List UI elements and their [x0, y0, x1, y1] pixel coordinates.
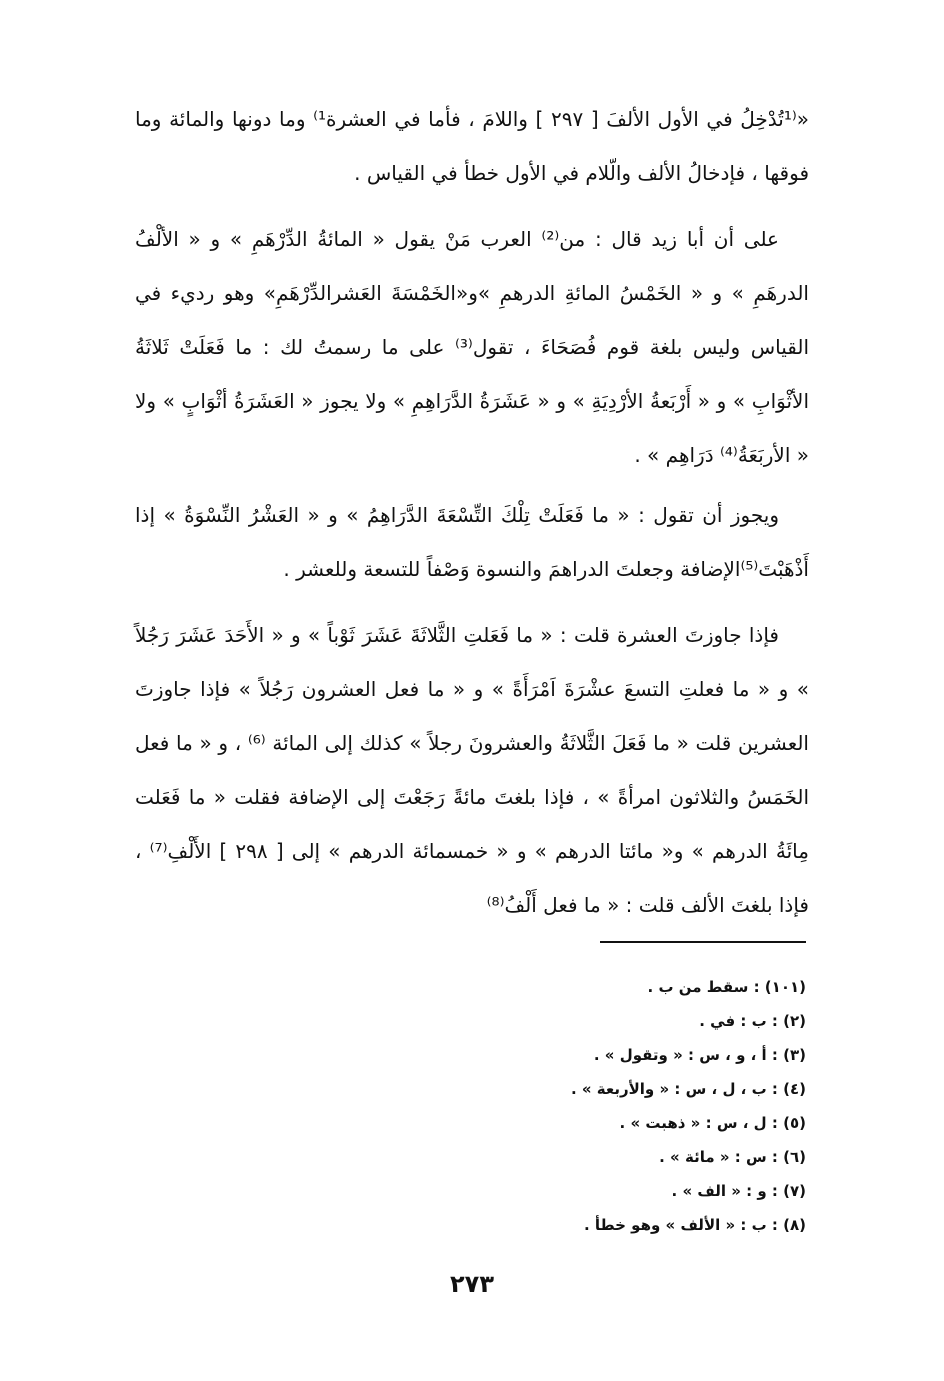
paragraph-text: فإذا جاوزتَ العشرة قلت : « ما فَعَلتِ الثَّلاثَةَ عَشَرَ ثَوْباً » و « الأَحَدَ عَشَرَ رَجُلاً » و « ما فعلتِ التسعَ عشْرَةَ اَمْرَأَةً » و « ما فعل العشرون رَجُلاً » فإذا جاوزتَ العشرين قلت « ما فَعَلَ الثَّلاثَةُ والعشرونَ رجلاً » كذلك إلى المائة ⁽⁶⁾ ، و « ما فعل الخَمَسُ والثلاثون امرأةً » ، فإذا بلغتَ مائةً رَجَعْتَ إلى الإضافة فقلت « ما فَعَلت مِائَةُ الدرهم » و« مائتا الدرهم » و « خمسمائة الدرهم » إلى [ ٢٩٨ ] الأَلْفِ⁽⁷⁾ ، فإذا بلغتَ الألف قلت : « ما فعل أَلْفُ⁽⁸⁾	[135, 623, 809, 917]
footnote-item: (٣) : أ ، و ، س : « وتقول » .	[593, 1046, 806, 1064]
paragraph-text: «⁽¹تُدْخِلُ في الأول الألفَ [ ٢٩٧ ] واللامَ ، فأما في العشرة¹⁾ وما دونها والمائة وما فوقها ، فإدخالُ الألف والّلام في الأول خطأ في القياس .	[135, 107, 810, 185]
footnote-divider	[600, 941, 806, 943]
footnote-item: (٢) : ب : في .	[699, 1012, 806, 1030]
footnote-item: (٦) : س : « مائة » .	[659, 1148, 806, 1166]
paragraph-1	[135, 92, 809, 200]
paragraph-text: ويجوز أن تقول : « ما فَعَلَتْ تِلْكَ التِّسْعَةَ الدَّرَاهِمُ » و « العَشْرُ النِّسْوَةُ » إذا أَذْهَبْتَ⁽⁵⁾الإضافة وجعلتَ الدراهمَ والنسوة وَصْفاً للتسعة وللعشر .	[135, 503, 809, 581]
footnote-item: (٨) : ب : « الألف » وهو خطأ .	[583, 1216, 806, 1234]
footnotes-list	[300, 970, 806, 1242]
paragraph-4	[135, 608, 809, 932]
footnote-item: (١٠١) : سقط من ب .	[647, 978, 806, 996]
footnote-item: (٤) : ب ، ل ، س : « والأربعة » .	[570, 1080, 806, 1098]
paragraph-text: على أن أبا زيد قال : من⁽²⁾ العرب مَنْ يقول « المائةُ الدِّرْهَمِ » و « الألْفُ الدرهَمِ » و « الخَمْسُ المائةِ الدرهمِ »و«الخَمْسَةَ العَشرالدِّرْهَمِ» وهو رديء في القياس وليس بلغة قوم فُصَحَاءَ ، تقول⁽³⁾ على ما رسمتُ لك : ما فَعَلَتْ ثَلاثَةُ الأثْوَابِ » و « أَرْبَعةُ الأرْدِيَةِ » و « عَشَرَةُ الدَّرَاهِمِ » ولا يجوز « العَشَرَةُ أثْوَابٍ » ولا « الأربَعَةُ⁽⁴⁾ دَرَاهِم » .	[135, 227, 810, 467]
footnote-item: (٧) : و : « الف » .	[671, 1182, 806, 1200]
page-number: ٢٧٣	[450, 1270, 494, 1298]
footnote-item: (٥) : ل ، س : « ذهبت » .	[619, 1114, 806, 1132]
paragraph-3	[135, 488, 809, 596]
paragraph-2	[135, 212, 809, 482]
